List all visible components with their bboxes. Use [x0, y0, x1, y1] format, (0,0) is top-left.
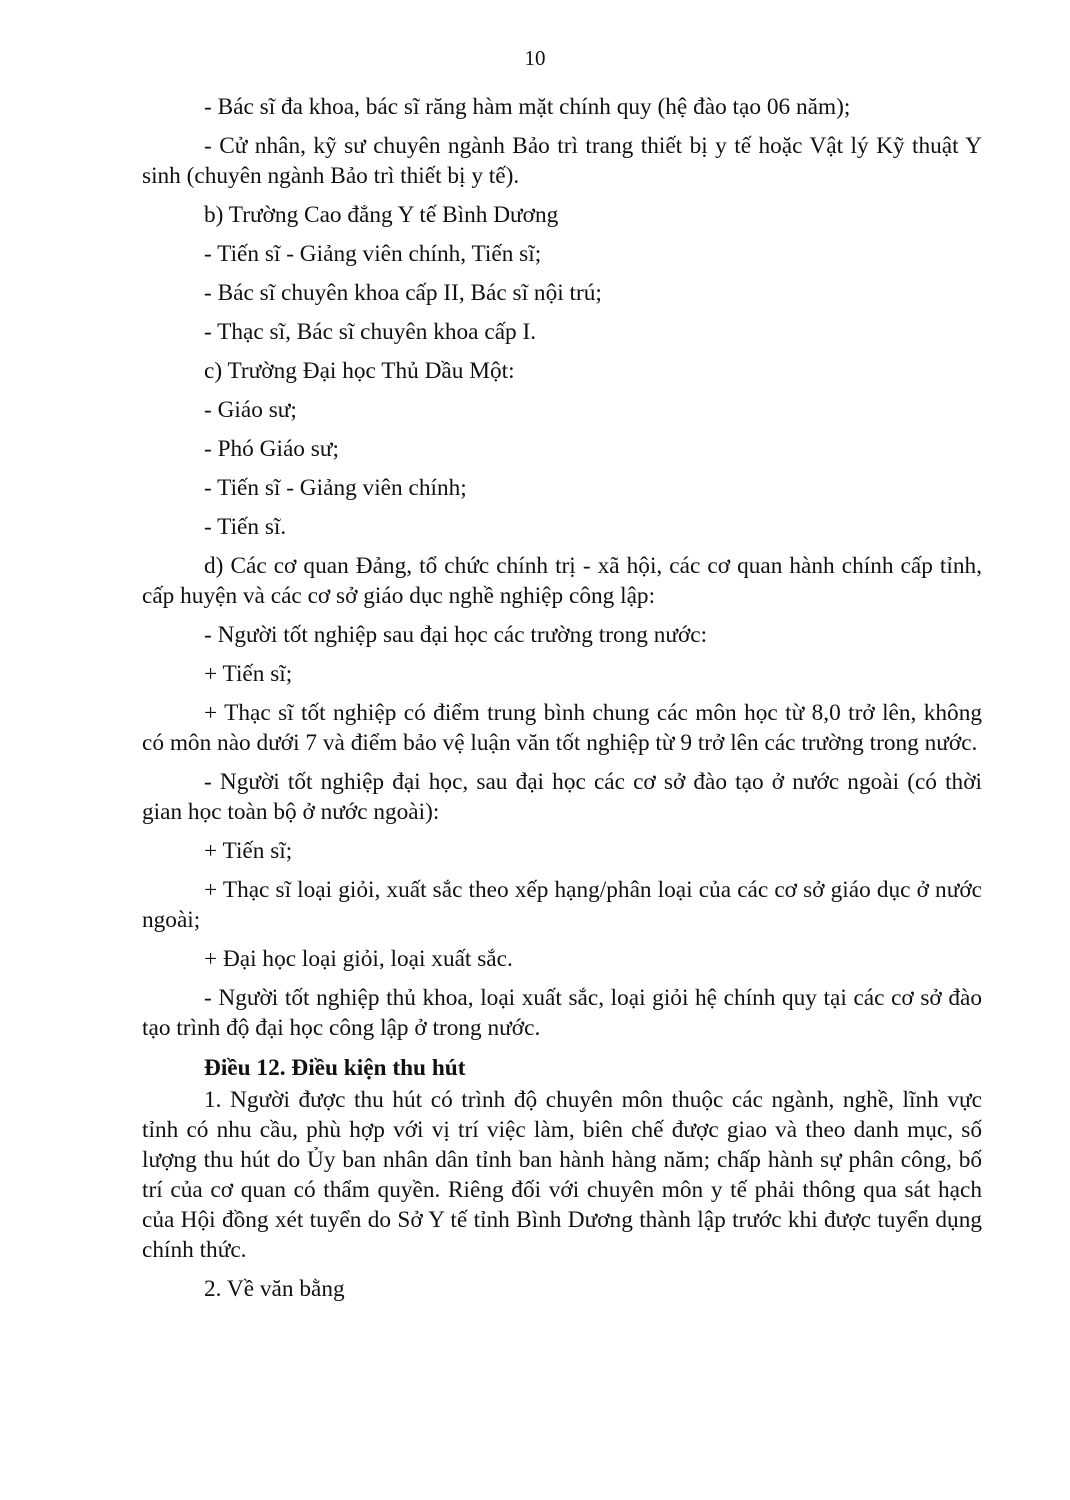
paragraph: b) Trường Cao đẳng Y tế Bình Dương: [204, 202, 559, 228]
article-paragraph: 1. Người được thu hút có trình độ chuyên môn thuộc các ngành, nghề, lĩnh vực tỉnh có nhu cầu, phù hợp với vị trí việc làm, biên chế được giao và theo danh mục, số lượng thu hút do Ủy ban nhân dân tỉnh ban hành hàng năm; chấp hành sự phân công, bố trí của cơ quan có thẩm quyền. Riêng đối với chuyên môn y tế phải thông qua sát hạch của Hội đồng xét tuyển do Sở Y tế tỉnh Bình Dương thành lập trước khi được tuyển dụng chính thức.: [142, 1087, 982, 1263]
paragraph: + Thạc sĩ loại giỏi, xuất sắc theo xếp hạng/phân loại của các cơ sở giáo dục ở nước ngoài;: [142, 877, 982, 933]
paragraph: - Người tốt nghiệp thủ khoa, loại xuất sắc, loại giỏi hệ chính quy tại các cơ sở đào tạo trình độ đại học công lập ở trong nước.: [142, 985, 982, 1041]
page-number: 10: [524, 46, 546, 70]
paragraph: - Người tốt nghiệp sau đại học các trường trong nước:: [204, 622, 708, 648]
paragraph: + Đại học loại giỏi, loại xuất sắc.: [204, 946, 513, 972]
paragraph: - Tiến sĩ.: [204, 514, 287, 540]
paragraph: + Tiến sĩ;: [204, 661, 293, 687]
paragraph: - Phó Giáo sư;: [204, 436, 339, 462]
paragraph: - Bác sĩ chuyên khoa cấp II, Bác sĩ nội trú;: [204, 280, 602, 306]
article-heading: Điều 12. Điều kiện thu hút: [204, 1055, 466, 1081]
paragraph: - Người tốt nghiệp đại học, sau đại học các cơ sở đào tạo ở nước ngoài (có thời gian học toàn bộ ở nước ngoài):: [142, 769, 982, 825]
paragraph: - Tiến sĩ - Giảng viên chính, Tiến sĩ;: [204, 241, 542, 267]
paragraph: - Bác sĩ đa khoa, bác sĩ răng hàm mặt chính quy (hệ đào tạo 06 năm);: [204, 94, 851, 120]
paragraph: - Cử nhân, kỹ sư chuyên ngành Bảo trì trang thiết bị y tế hoặc Vật lý Kỹ thuật Y sinh (chuyên ngành Bảo trì thiết bị y tế).: [142, 133, 982, 189]
article-paragraph: 2. Về văn bằng: [204, 1276, 345, 1302]
paragraph: - Thạc sĩ, Bác sĩ chuyên khoa cấp I.: [204, 319, 537, 345]
paragraph: - Tiến sĩ - Giảng viên chính;: [204, 475, 467, 501]
paragraph: c) Trường Đại học Thủ Dầu Một:: [204, 358, 515, 384]
paragraph: - Giáo sư;: [204, 397, 297, 423]
paragraph: d) Các cơ quan Đảng, tổ chức chính trị - xã hội, các cơ quan hành chính cấp tỉnh, cấp huyện và các cơ sở giáo dục nghề nghiệp công lập:: [142, 553, 982, 609]
document-body: [142, 92, 982, 1313]
paragraph: + Thạc sĩ tốt nghiệp có điểm trung bình chung các môn học từ 8,0 trở lên, không có môn nào dưới 7 và điểm bảo vệ luận văn tốt nghiệp từ 9 trở lên các trường trong nước.: [142, 700, 982, 756]
paragraph: + Tiến sĩ;: [204, 838, 293, 864]
